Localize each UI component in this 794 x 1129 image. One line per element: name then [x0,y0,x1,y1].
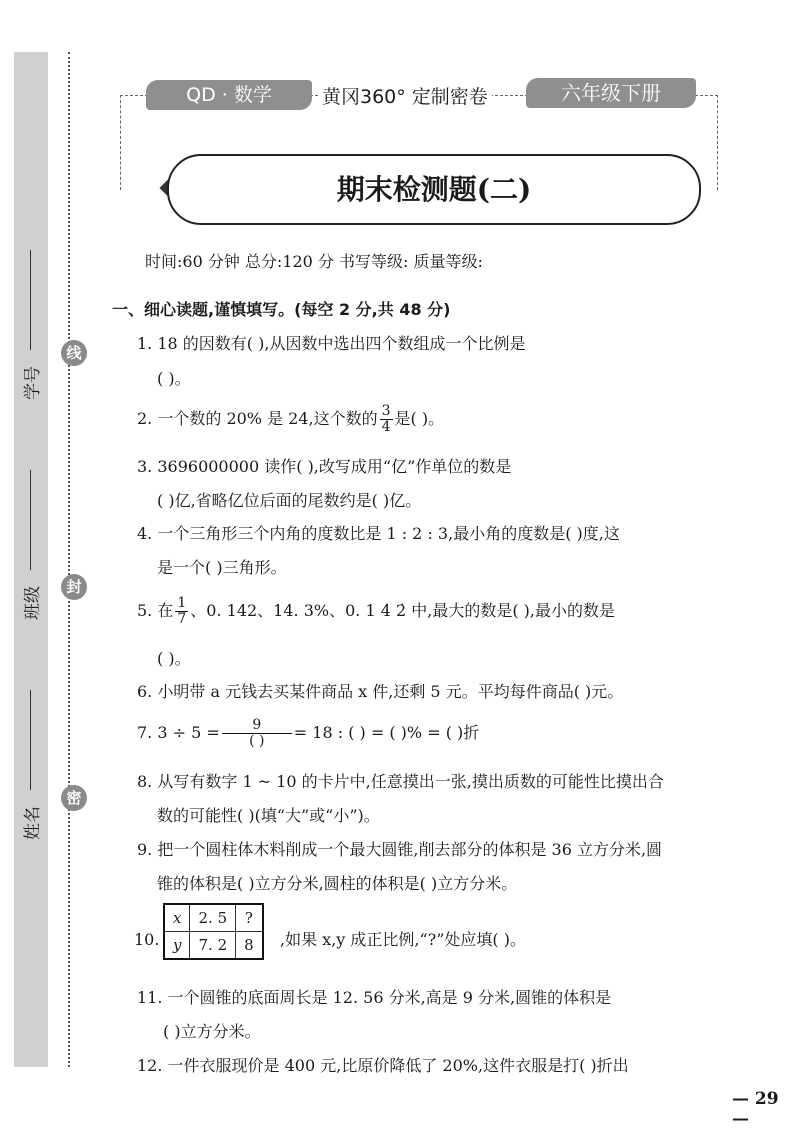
q1-line2: ( )。 [157,369,191,388]
grade-pill: 六年级下册 [526,78,696,108]
q5-line2: ( )。 [157,649,191,668]
q12: 12. 一件衣服现价是 400 元,比原价降低了 20%,这件衣服是打( )折出 [137,1056,629,1075]
table-cell: 2. 5 [190,904,236,932]
q7-denominator: ( ) [249,733,265,749]
q2-fraction [380,404,393,435]
table-row [164,932,263,960]
binding-dotted-line [68,52,70,1067]
xy-table [163,903,264,960]
q7-text-end: = 18 : ( ) = ( )% = ( )折 [293,723,480,742]
name-line [30,690,31,790]
seal-line-mark: 线 [61,340,87,366]
subject-pill: QD · 数学 [146,80,312,110]
q5-text: 5. 在 [137,601,174,620]
exam-info: 时间:60 分钟 总分:120 分 书写等级: 质量等级: [145,252,483,271]
name-label: 姓名 [23,806,43,840]
page-title: 期末检测题(二) [167,154,701,225]
table-cell: 7. 2 [190,932,236,960]
q2-text: 2. 一个数的 20% 是 24,这个数的 [137,409,378,428]
table-cell: 8 [236,932,263,960]
q3-line2: ( )亿,省略亿位后面的尾数约是( )亿。 [157,491,422,510]
q5-denominator: 7 [177,611,187,627]
q8-line2: 数的可能性( )(填“大”或“小”)。 [157,806,380,825]
q2-numerator: 3 [381,403,391,419]
q3-line1: 3. 3696000000 读作( ),改写成用“亿”作单位的数是 [137,457,512,476]
q10-number: 10. [134,930,160,949]
q11-line2: ( )立方分米。 [163,1022,261,1041]
q2-text-end: 是( )。 [394,409,445,428]
q7-fraction [222,718,292,749]
table-row [164,904,263,932]
class-line [30,470,31,570]
student-id-label: 学号 [23,366,43,400]
q7-numerator: 9 [222,718,292,734]
table-cell: y [164,932,190,960]
q4-line2: 是一个( )三角形。 [157,558,287,577]
q8-line1: 8. 从写有数字 1 ~ 10 的卡片中,任意摸出一张,摸出质数的可能性比摸出合 [137,772,664,791]
series-title: 黄冈360° 定制密卷 [318,82,492,109]
q4-line1: 4. 一个三角形三个内角的度数比是 1 : 2 : 3,最小角的度数是( )度,这 [137,524,620,543]
q6: 6. 小明带 a 元钱去买某件商品 x 件,还剩 5 元。平均每件商品( )元。 [137,682,624,701]
q2 [137,404,444,435]
q5-numerator: 1 [177,595,187,611]
table-cell: ? [236,904,263,932]
q5-fraction [175,596,188,627]
section-1-heading: 一、细心读题,谨慎填写。(每空 2 分,共 48 分) [112,300,451,319]
q11-line1: 11. 一个圆锥的底面周长是 12. 56 分米,高是 9 分米,圆锥的体积是 [137,988,612,1007]
q5-text-end: 、0. 142、14. 3%、0. 1 4̇ 2̇ 中,最大的数是( ),最小的数是 [190,601,615,620]
seal-secret-mark: 密 [61,785,87,811]
q10-text: ,如果 x,y 成正比例,“?”处应填( )。 [280,930,527,949]
q9-line1: 9. 把一个圆柱体木料削成一个最大圆锥,削去部分的体积是 36 立方分米,圆 [137,840,663,859]
q2-denominator: 4 [381,419,391,435]
q7-text: 7. 3 ÷ 5 = [137,723,220,742]
q1-line1: 1. 18 的因数有( ),从因数中选出四个数组成一个比例是 [137,334,526,353]
q9-line2: 锥的体积是( )立方分米,圆柱的体积是( )立方分米。 [157,874,518,893]
q7 [137,718,479,749]
page-number: — 29 — [732,1089,779,1129]
student-id-line [30,250,31,350]
seal-seal-mark: 封 [61,574,87,600]
margin-strip [14,52,48,1067]
class-label: 班级 [23,586,43,620]
table-cell: x [164,904,190,932]
q5-line1 [137,596,615,627]
